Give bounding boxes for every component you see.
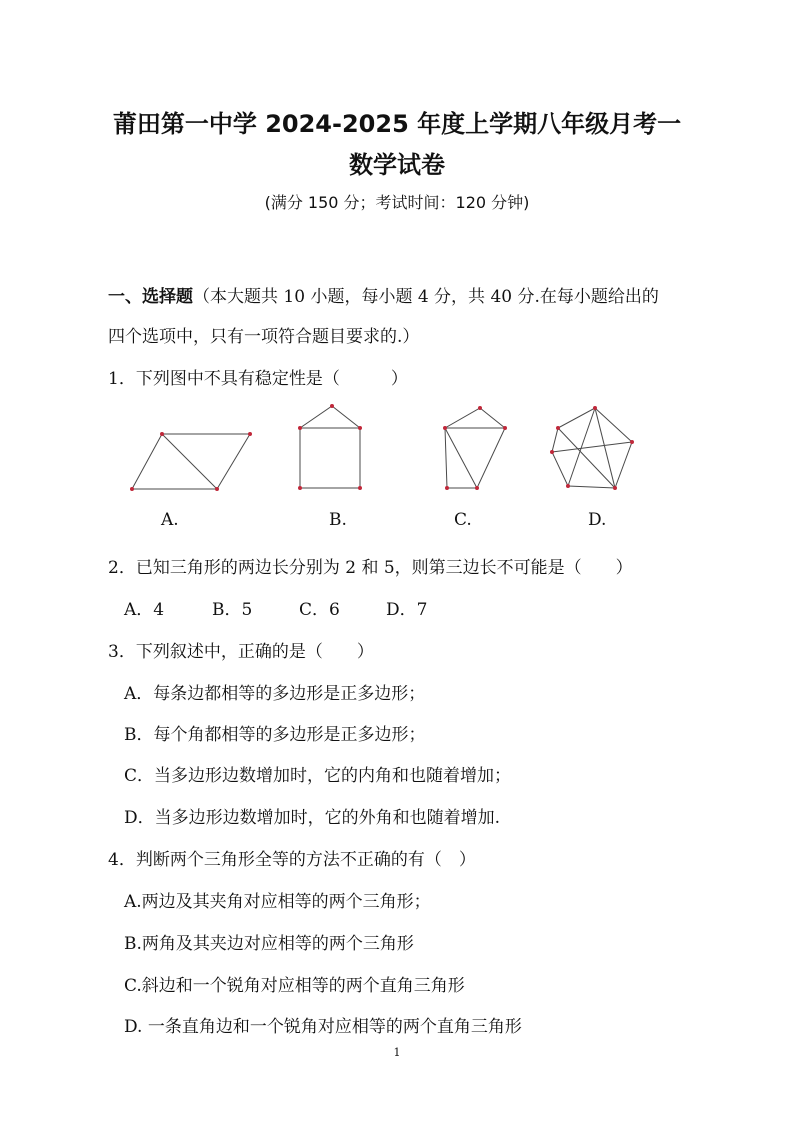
- figure-label-a: A.: [161, 510, 179, 530]
- question-2-option-b: B．5: [212, 600, 253, 620]
- question-2-option-a: A．4: [124, 600, 165, 620]
- figure-b-house-shape: [290, 400, 370, 495]
- figure-label-d: D.: [588, 510, 607, 530]
- exam-title: 莆田第一中学 2024-2025 年度上学期八年级月考一: [112, 110, 682, 138]
- page-number: 1: [393, 1046, 401, 1059]
- figure-label-c: C.: [454, 510, 472, 530]
- question-3-option-c: C．当多边形边数增加时，它的内角和也随着增加；: [124, 766, 512, 786]
- question-3-stem: 3．下列叙述中，正确的是（ ）: [108, 642, 374, 662]
- figure-label-b: B.: [329, 510, 347, 530]
- question-4-option-b: B.两角及其夹边对应相等的两个三角形: [124, 934, 414, 954]
- question-4-option-a: A.两边及其夹角对应相等的两个三角形；: [124, 892, 431, 912]
- question-3-option-a: A．每条边都相等的多边形是正多边形；: [124, 684, 426, 704]
- section-intro-line2: 四个选项中，只有一项符合题目要求的.）: [108, 327, 420, 347]
- figure-a-parallelogram: [120, 420, 265, 500]
- question-2-option-c: C．6: [299, 600, 340, 620]
- question-4-option-d: D. 一条直角边和一个锐角对应相等的两个直角三角形: [124, 1017, 522, 1037]
- figure-d-hexagon: [540, 400, 640, 495]
- question-4-option-c: C.斜边和一个锐角对应相等的两个直角三角形: [124, 976, 465, 996]
- section-heading: 一、选择题: [108, 287, 193, 307]
- question-2-option-d: D．7: [386, 600, 428, 620]
- section-intro-line1: （本大题共 10 小题，每小题 4 分，共 40 分.在每小题给出的: [193, 287, 659, 307]
- question-3-option-b: B．每个角都相等的多边形是正多边形；: [124, 725, 426, 745]
- question-4-stem: 4．判断两个三角形全等的方法不正确的有（ ）: [108, 850, 476, 870]
- figure-c-pentagon: [435, 400, 515, 495]
- question-1-stem: 1．下列图中不具有稳定性是（ ）: [108, 369, 408, 389]
- section-intro: [108, 282, 659, 307]
- exam-info: (满分 150 分；考试时间：120 分钟): [264, 193, 530, 212]
- exam-subject: 数学试卷: [349, 151, 445, 179]
- question-3-option-d: D．当多边形边数增加时，它的外角和也随着增加.: [124, 808, 501, 828]
- question-2-stem: 2．已知三角形的两边长分别为 2 和 5，则第三边长不可能是（ ）: [108, 558, 633, 578]
